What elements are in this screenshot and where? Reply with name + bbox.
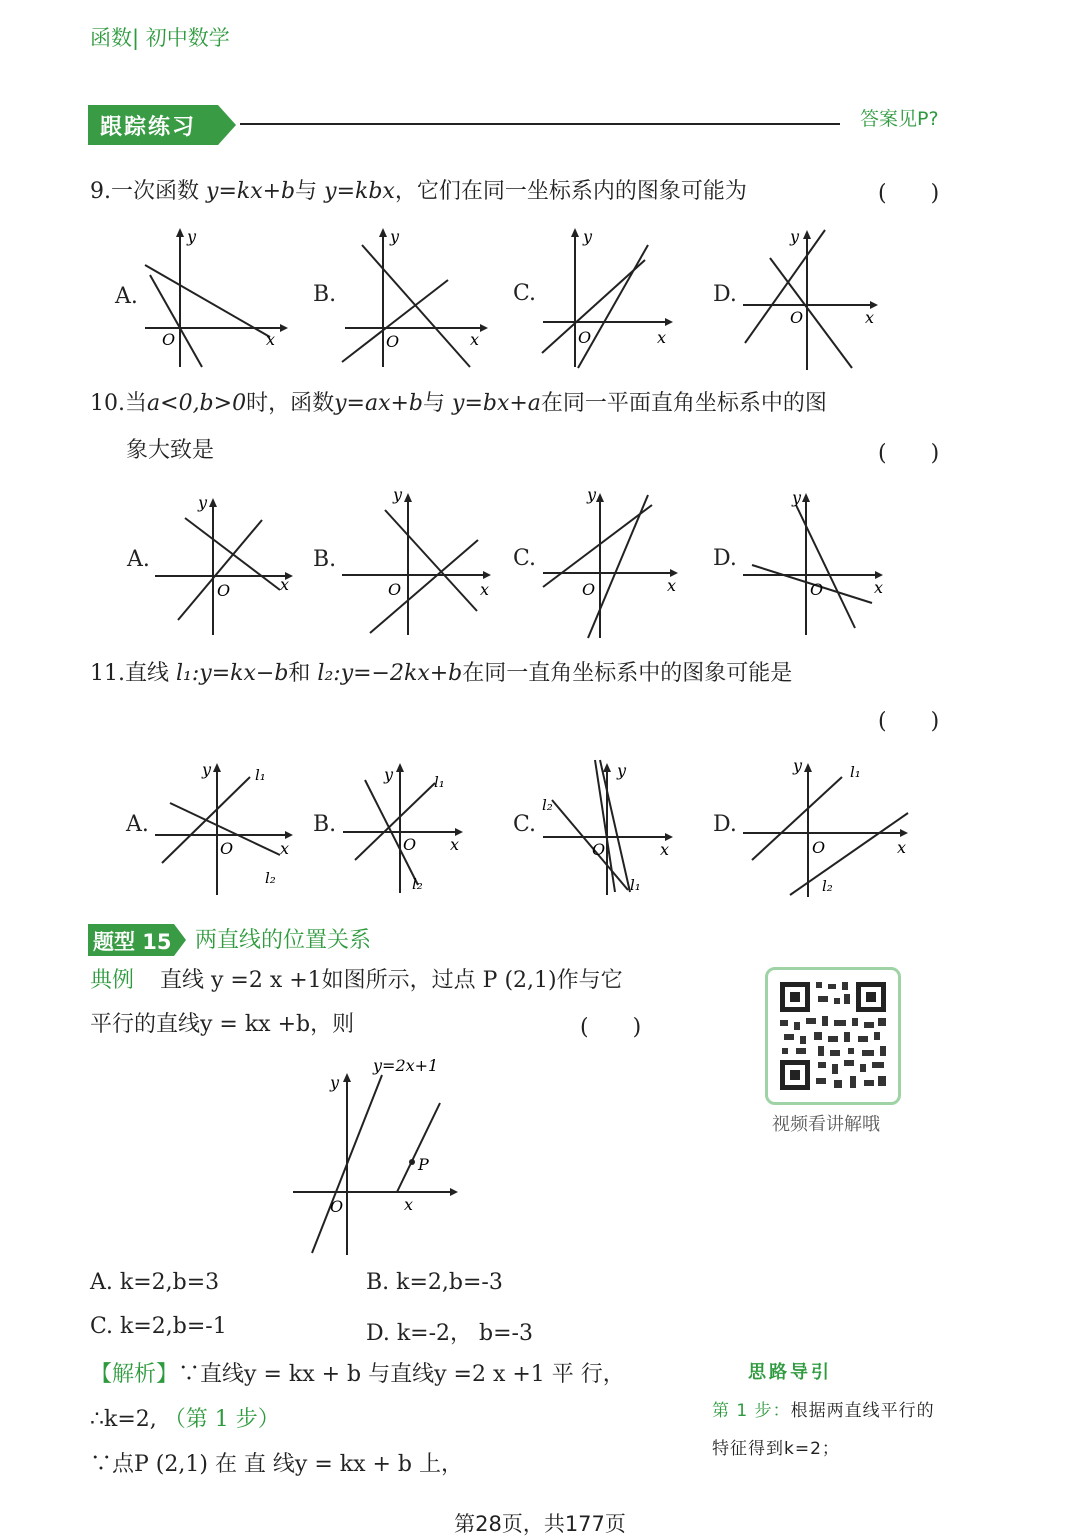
q11c-y-label: y (617, 761, 627, 780)
q9-answer-paren: ( ) (878, 181, 940, 206)
example-option-c: C. k=2,b=-1 (90, 1314, 227, 1339)
q11-number: 11. (90, 661, 125, 686)
q11-option-b: B. (313, 812, 337, 837)
q10c-y-label: y (587, 485, 597, 504)
question-9 (90, 174, 747, 205)
q10d-origin: O (810, 580, 824, 599)
q10b-y-label: y (393, 485, 403, 504)
guide-step: 第 1 步： (712, 1401, 791, 1421)
q10-graph-b (340, 485, 495, 640)
q10a-origin: O (217, 581, 231, 600)
example-x-label: x (404, 1195, 414, 1214)
q10-option-a: A. (127, 547, 150, 572)
q11a-l2-label: l₂ (265, 869, 276, 887)
q11b-l2-label: l₂ (412, 875, 423, 893)
q11d-l2-label: l₂ (822, 877, 833, 895)
example-line1: 直线 y =2 x +1如图所示，过点 P (2,1)作与它 (160, 968, 623, 993)
q9a-origin: O (162, 330, 176, 349)
q11-option-c: C. (513, 812, 537, 837)
page-footer: 第28页，共177页 (454, 1512, 626, 1536)
solution-line1 (90, 1357, 625, 1388)
q9a-x-label: x (266, 330, 276, 349)
example-option-a: A. k=2,b=3 (90, 1270, 220, 1295)
guide-text2: 特征得到k=2； (712, 1439, 840, 1459)
answer-reference: 答案见P? (860, 108, 939, 130)
q11a-x-label: x (280, 839, 290, 858)
q11a-l1-label: l₁ (255, 766, 266, 784)
q10c-x-label: x (667, 576, 677, 595)
example-label: 典例 (90, 968, 135, 993)
q11d-origin: O (812, 838, 826, 857)
q10-text-c: 与 (423, 391, 446, 416)
q10-condition: a<0,b>0 (147, 391, 247, 416)
q11-option-d: D. (713, 812, 737, 837)
divider (240, 123, 840, 125)
q9c-y-label: y (583, 227, 593, 246)
q9-eq1: y=kx+b (206, 179, 296, 204)
q10d-x-label: x (874, 578, 884, 597)
solution-text1: ∵直线y = kx + b 与直线y =2 x +1 平 行， (178, 1362, 625, 1387)
q10-answer-paren: ( ) (878, 441, 940, 466)
q11-option-a: A. (126, 812, 149, 837)
q10-text-d: 在同一平面直角坐标系中的图 (540, 391, 827, 416)
q10-graph-a (150, 490, 300, 640)
q9b-x-label: x (470, 330, 480, 349)
example-option-d: D. k=-2， b=-3 (366, 1321, 533, 1346)
q9-text-a: 一次函数 (111, 179, 200, 204)
banner-title: 跟踪练习 (100, 115, 197, 140)
example-origin: O (330, 1197, 344, 1216)
q11-graph-c (540, 755, 690, 900)
q10b-origin: O (388, 580, 402, 599)
q9-graph-d (740, 225, 890, 370)
q9-option-d: D. (713, 282, 737, 307)
q9d-origin: O (790, 308, 804, 327)
q9-graph-c (540, 225, 690, 370)
q9-text-b: 与 (295, 179, 318, 204)
example-line2: 平行的直线y = kx +b，则 (90, 1012, 355, 1037)
q9-option-b: B. (313, 282, 337, 307)
q11-graph-b (340, 755, 490, 900)
q10-number: 10. (90, 391, 125, 416)
solution-step-marker: （第 1 步） (163, 1407, 280, 1432)
solution-label: 【解析】 (90, 1362, 179, 1387)
page-header: 函数| 初中数学 (90, 26, 230, 50)
question-11 (90, 656, 792, 687)
solution-text2: ∴k=2, (90, 1407, 157, 1432)
section-title: 两直线的位置关系 (195, 928, 372, 953)
q11b-l1-label: l₁ (434, 773, 445, 791)
q11-graph-a (150, 755, 300, 900)
q9a-y-label: y (187, 227, 197, 246)
q11-graph-d (740, 755, 915, 900)
q9-option-c: C. (513, 281, 537, 306)
q10-graph-d (740, 485, 890, 640)
example-line-label: y=2x+1 (373, 1056, 439, 1075)
qr-pattern (768, 970, 898, 1102)
q10-option-d: D. (713, 546, 737, 571)
q11d-x-label: x (897, 838, 907, 857)
q10-text-a: 当 (125, 391, 148, 416)
q11d-y-label: y (793, 756, 803, 775)
q11b-origin: O (403, 835, 417, 854)
q10b-x-label: x (480, 580, 490, 599)
q9c-x-label: x (657, 328, 667, 347)
guide-title: 思路导引 (748, 1362, 832, 1383)
q9-number: 9. (90, 179, 111, 204)
q11c-origin: O (592, 840, 606, 859)
q11-text-a: 直线 (125, 661, 170, 686)
q10-eq1: y=ax+b (334, 391, 423, 416)
guide-text1: 根据两直线平行的 (790, 1401, 935, 1421)
q9-eq2: y=kbx (324, 179, 395, 204)
example-point-label: P (418, 1155, 429, 1174)
q9c-origin: O (578, 328, 592, 347)
q11-eq2: l₂:y=−2kx+b (317, 661, 463, 686)
q10a-y-label: y (198, 493, 208, 512)
solution-line3: ∵点P (2,1) 在 直 线y = kx + b 上， (90, 1452, 464, 1477)
q10c-origin: O (582, 580, 596, 599)
q11-text-c: 在同一直角坐标系中的图象可能是 (462, 661, 793, 686)
example-option-b: B. k=2,b=-3 (366, 1270, 503, 1295)
q9d-y-label: y (790, 227, 800, 246)
q10-graph-c (540, 485, 690, 643)
q11a-y-label: y (202, 760, 212, 779)
q9-graph-a (140, 225, 290, 370)
question-10 (90, 386, 827, 417)
q11b-y-label: y (384, 765, 394, 784)
q10-option-c: C. (513, 546, 537, 571)
q11-answer-paren: ( ) (878, 709, 940, 734)
q11c-x-label: x (660, 840, 670, 859)
q9-option-a: A. (115, 284, 138, 309)
qr-code[interactable] (765, 967, 901, 1105)
q10-text-b: 时，函数 (246, 391, 335, 416)
q9-graph-b (340, 225, 490, 370)
q11-text-b: 和 (288, 661, 311, 686)
q10d-y-label: y (792, 488, 802, 507)
section-badge: 题型 15 (93, 930, 172, 954)
q10a-x-label: x (280, 575, 290, 594)
q10-eq2: y=bx+a (452, 391, 541, 416)
solution-line2 (90, 1402, 280, 1433)
q11c-l1-label: l₁ (630, 876, 641, 894)
example-answer-paren: ( ) (580, 1015, 642, 1040)
q10-line2: 象大致是 (126, 438, 215, 463)
qr-caption: 视频看讲解哦 (772, 1114, 880, 1135)
q11a-origin: O (220, 839, 234, 858)
q11b-x-label: x (450, 835, 460, 854)
example-y-label: y (330, 1073, 340, 1092)
q9-text-c: ，它们在同一坐标系内的图象可能为 (394, 179, 747, 204)
example-graph (290, 1055, 470, 1260)
q11c-l2-label: l₂ (542, 796, 553, 814)
q11-eq1: l₁:y=kx−b (176, 661, 289, 686)
guide-line1 (712, 1396, 935, 1421)
q10-option-b: B. (313, 547, 337, 572)
q9b-y-label: y (390, 227, 400, 246)
q9b-origin: O (386, 332, 400, 351)
q11d-l1-label: l₁ (850, 763, 861, 781)
q9d-x-label: x (865, 308, 875, 327)
